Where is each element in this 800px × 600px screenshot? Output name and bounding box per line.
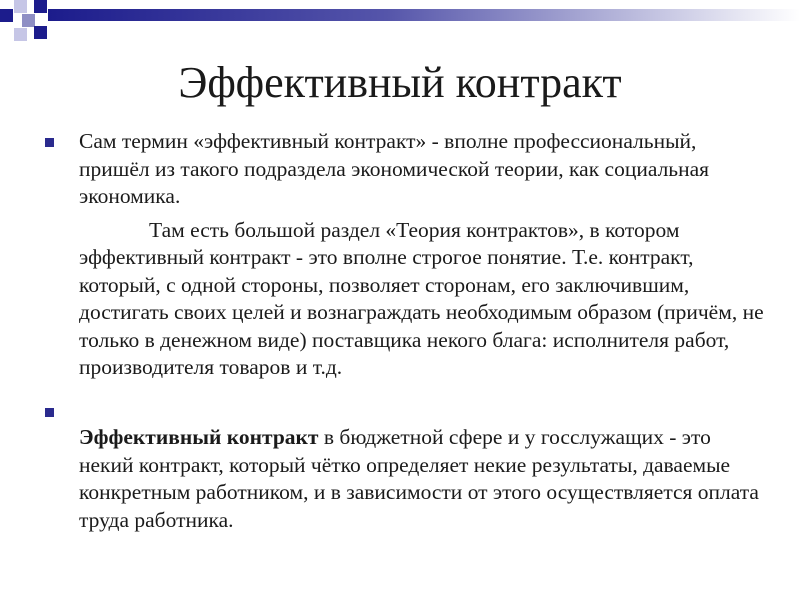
corner-square [14,0,27,13]
corner-square [14,28,27,41]
bullet-2-bold-term: Эффективный контракт [79,425,319,449]
slide-title: Эффективный контракт [178,58,622,107]
bullet-2-text: в бюджетной сфере и у госслужащих - это некий контракт, который чётко определяет некие результаты, даваемые конкретным работником, и в зависимости от этого осуществляется оплата труда работника. [79,425,759,532]
corner-square [0,9,13,22]
bullet-1 [79,128,769,382]
square-bullet-icon [45,408,54,417]
square-bullet-icon [45,138,54,147]
bullet-1-paragraph-2: Там есть большой раздел «Теория контрактов», в котором эффективный контракт - это вполне строгое понятие. Т.е. контракт, который, с одной стороны, позволяет сторонам, его заключившим, достигать своих целей и вознаграждать необходимым образом (причём, не только в денежном виде) поставщика некого блага: исполнителя работ, производителя товаров и т.д. [79,217,764,379]
corner-square [34,0,47,13]
header-gradient-bar [48,9,800,21]
bullet-2 [79,424,769,534]
bullet-1-paragraph-1: Сам термин «эффективный контракт» - вполне профессиональный, пришёл из такого подраздела экономической теории, как социальная экономика. [79,129,710,208]
corner-square [34,26,47,39]
